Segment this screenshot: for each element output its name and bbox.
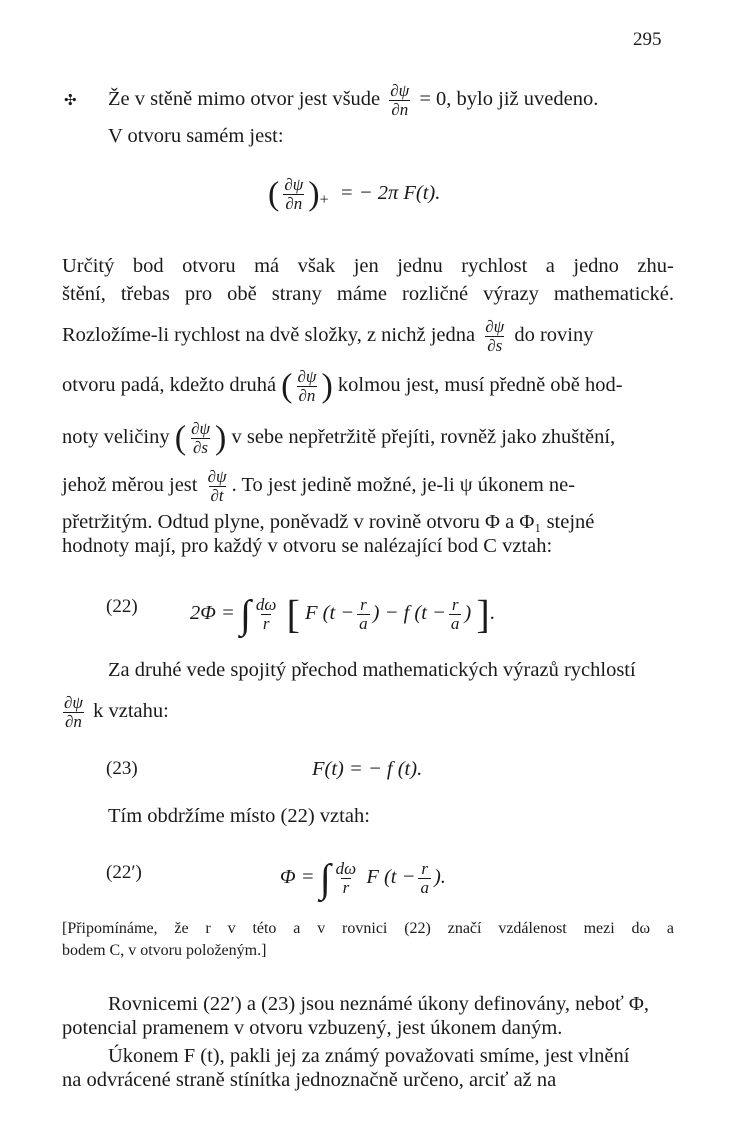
note-line: bodem C, v otvoru položeným.] (62, 942, 267, 959)
bracket-left: [ (286, 591, 300, 637)
paren-left: ( (268, 175, 280, 213)
fraction-numerator: r (421, 859, 429, 878)
word: má (254, 255, 280, 277)
text-span: otvoru padá, kdežto druhá (62, 374, 277, 397)
fraction-numerator: ∂ψ (485, 317, 505, 336)
fraction-denominator: ∂n (65, 712, 82, 731)
text-line: potencial pramenem v otvoru vzbuzený, jest úkonem daným. (62, 1017, 563, 1039)
equation-label: (22) (106, 596, 138, 617)
subscript-plus: + (319, 191, 329, 209)
fraction-denominator: a (450, 614, 460, 633)
text-line (62, 318, 593, 355)
text-line (62, 368, 623, 405)
word: pro (184, 283, 213, 305)
fraction (189, 420, 212, 457)
fraction (206, 468, 229, 505)
text-line (62, 420, 615, 457)
text-span: kolmou jest, musí předně obě hod- (337, 374, 623, 397)
word: mathematické. (553, 283, 674, 305)
text-line: přetržitým. Odtud plyne, poněvadž v rovině otvoru Φ a Φ₁ stejné (62, 511, 595, 533)
fraction-numerator: ∂ψ (390, 81, 410, 100)
word: bod (132, 255, 164, 277)
integral-sign: ∫ (239, 591, 251, 637)
paren-right: ) (215, 419, 227, 457)
text-span: jehož měrou jest (62, 474, 198, 497)
text-span: noty veličiny (62, 426, 170, 449)
text-line-2: V otvoru samém jest: (108, 125, 284, 147)
text-line: Za druhé vede spojitý přechod mathematických výrazů rychlostí (108, 659, 636, 681)
equation-term: F (t − (305, 602, 355, 625)
word: jen (353, 255, 379, 277)
paren-left: ( (281, 367, 293, 405)
fraction-numerator: r (451, 595, 459, 614)
fraction (418, 860, 431, 897)
text-line-justified (62, 254, 674, 278)
word: zhu- (637, 255, 674, 277)
text-line-justified (62, 282, 674, 306)
text-span: do roviny (514, 324, 594, 347)
equation-term: ) − f (t − (372, 602, 446, 625)
word: máme (336, 283, 388, 305)
equation-lhs: Φ = (280, 866, 315, 889)
equation-22-prime (280, 855, 446, 901)
fraction-numerator: ∂ψ (297, 367, 317, 386)
fraction-numerator: ∂ψ (207, 467, 227, 486)
word: rozličné (402, 283, 469, 305)
fraction-denominator: r (342, 878, 350, 897)
paren-left: ( (174, 419, 187, 457)
fraction-numerator: dω (335, 859, 357, 878)
text-span: v sebe nepřetržitě přejíti, rovněž jako zhuštění, (231, 426, 616, 449)
fraction-numerator: r (360, 595, 367, 614)
fraction (483, 318, 506, 355)
text-span: Rozložíme-li rychlost na dvě složky, z nichž jedna (62, 324, 476, 347)
paren-right: ) (308, 175, 320, 213)
word: výrazy (483, 283, 539, 305)
equation-23: F(t) = − f (t). (312, 758, 423, 780)
equation-term: F (t − (366, 866, 416, 889)
equation-22: 2Φ = ∫ $\frac{d\omega}{r}$ [ F (t − $\frac{r}{a}$ ) − f (t − $\frac{r}{a}$ ) ]. (190, 591, 495, 637)
equation-label: (22′) (106, 862, 142, 883)
page-number: 295 (633, 29, 662, 50)
text-line: hodnoty mají, pro každý v otvoru se nalézající bod C vztah: (62, 535, 553, 557)
word: třebas (120, 283, 170, 305)
word: a (545, 255, 555, 277)
equation-rhs: = − 2π F(t). (339, 182, 441, 205)
fraction (254, 596, 279, 633)
word: otvoru (182, 255, 236, 277)
text-span: . To jest jedině možné, je-li ψ úkonem ne- (231, 474, 576, 497)
fraction-denominator: ∂s (487, 336, 503, 355)
fraction-denominator: a (359, 614, 368, 633)
fraction (388, 82, 411, 119)
text-line (62, 694, 169, 731)
fraction-denominator: a (420, 878, 429, 897)
fraction-denominator: ∂s (193, 438, 209, 457)
fraction-numerator: ∂ψ (284, 175, 304, 194)
margin-marker: ✣ (64, 93, 77, 109)
fraction (449, 596, 462, 633)
fraction (62, 694, 85, 731)
word: jednu (397, 255, 443, 277)
fraction-denominator: r (262, 614, 270, 633)
text-line: Úkonem F (t), pakli jej za známý považovati smíme, jest vlnění (108, 1045, 630, 1067)
text-line: Tím obdržíme místo (22) vztah: (108, 805, 370, 827)
fraction-denominator: ∂n (285, 194, 303, 213)
bracket-right: ] (476, 591, 490, 637)
fraction (357, 596, 370, 633)
footnote (62, 918, 674, 962)
fraction (334, 860, 359, 897)
text-line (62, 468, 575, 505)
word: však (297, 255, 336, 277)
word: jedno (573, 255, 619, 277)
equation-term: ). (433, 866, 446, 889)
fraction (296, 368, 319, 405)
fraction-denominator: ∂t (210, 486, 224, 505)
word: obě (227, 283, 257, 305)
integral-sign: ∫ (319, 855, 331, 901)
equation-term: ) (464, 602, 472, 625)
text-span: Že v stěně mimo otvor jest všude (108, 88, 381, 111)
fraction-denominator: ∂n (391, 100, 409, 119)
word: strany (271, 283, 322, 305)
word: rychlost (461, 255, 528, 277)
word: Určitý (62, 255, 115, 277)
equation-lhs: 2Φ = (190, 602, 235, 625)
word: štění, (62, 283, 106, 305)
text-span: k vztahu: (93, 700, 169, 723)
note-line: [Připomínáme, že r v této a v rovnici (22) značí vzdálenost mezi dω a (62, 920, 674, 937)
fraction-numerator: ∂ψ (64, 693, 83, 712)
fraction (282, 176, 305, 213)
paren-right: ) (321, 367, 333, 405)
equation-boundary (268, 176, 440, 213)
text-span: = 0, bylo již uvedeno. (419, 88, 599, 111)
fraction-denominator: ∂n (298, 386, 316, 405)
text-line-1 (108, 82, 598, 119)
fraction-numerator: dω (255, 595, 277, 614)
equation-label: (23) (106, 758, 138, 779)
text-line: Rovnicemi (22′) a (23) jsou neznámé úkony definovány, neboť Φ, (108, 993, 649, 1015)
fraction-numerator: ∂ψ (191, 419, 211, 438)
text-line: na odvrácené straně stínítka jednoznačně určeno, arciť až na (62, 1069, 557, 1091)
